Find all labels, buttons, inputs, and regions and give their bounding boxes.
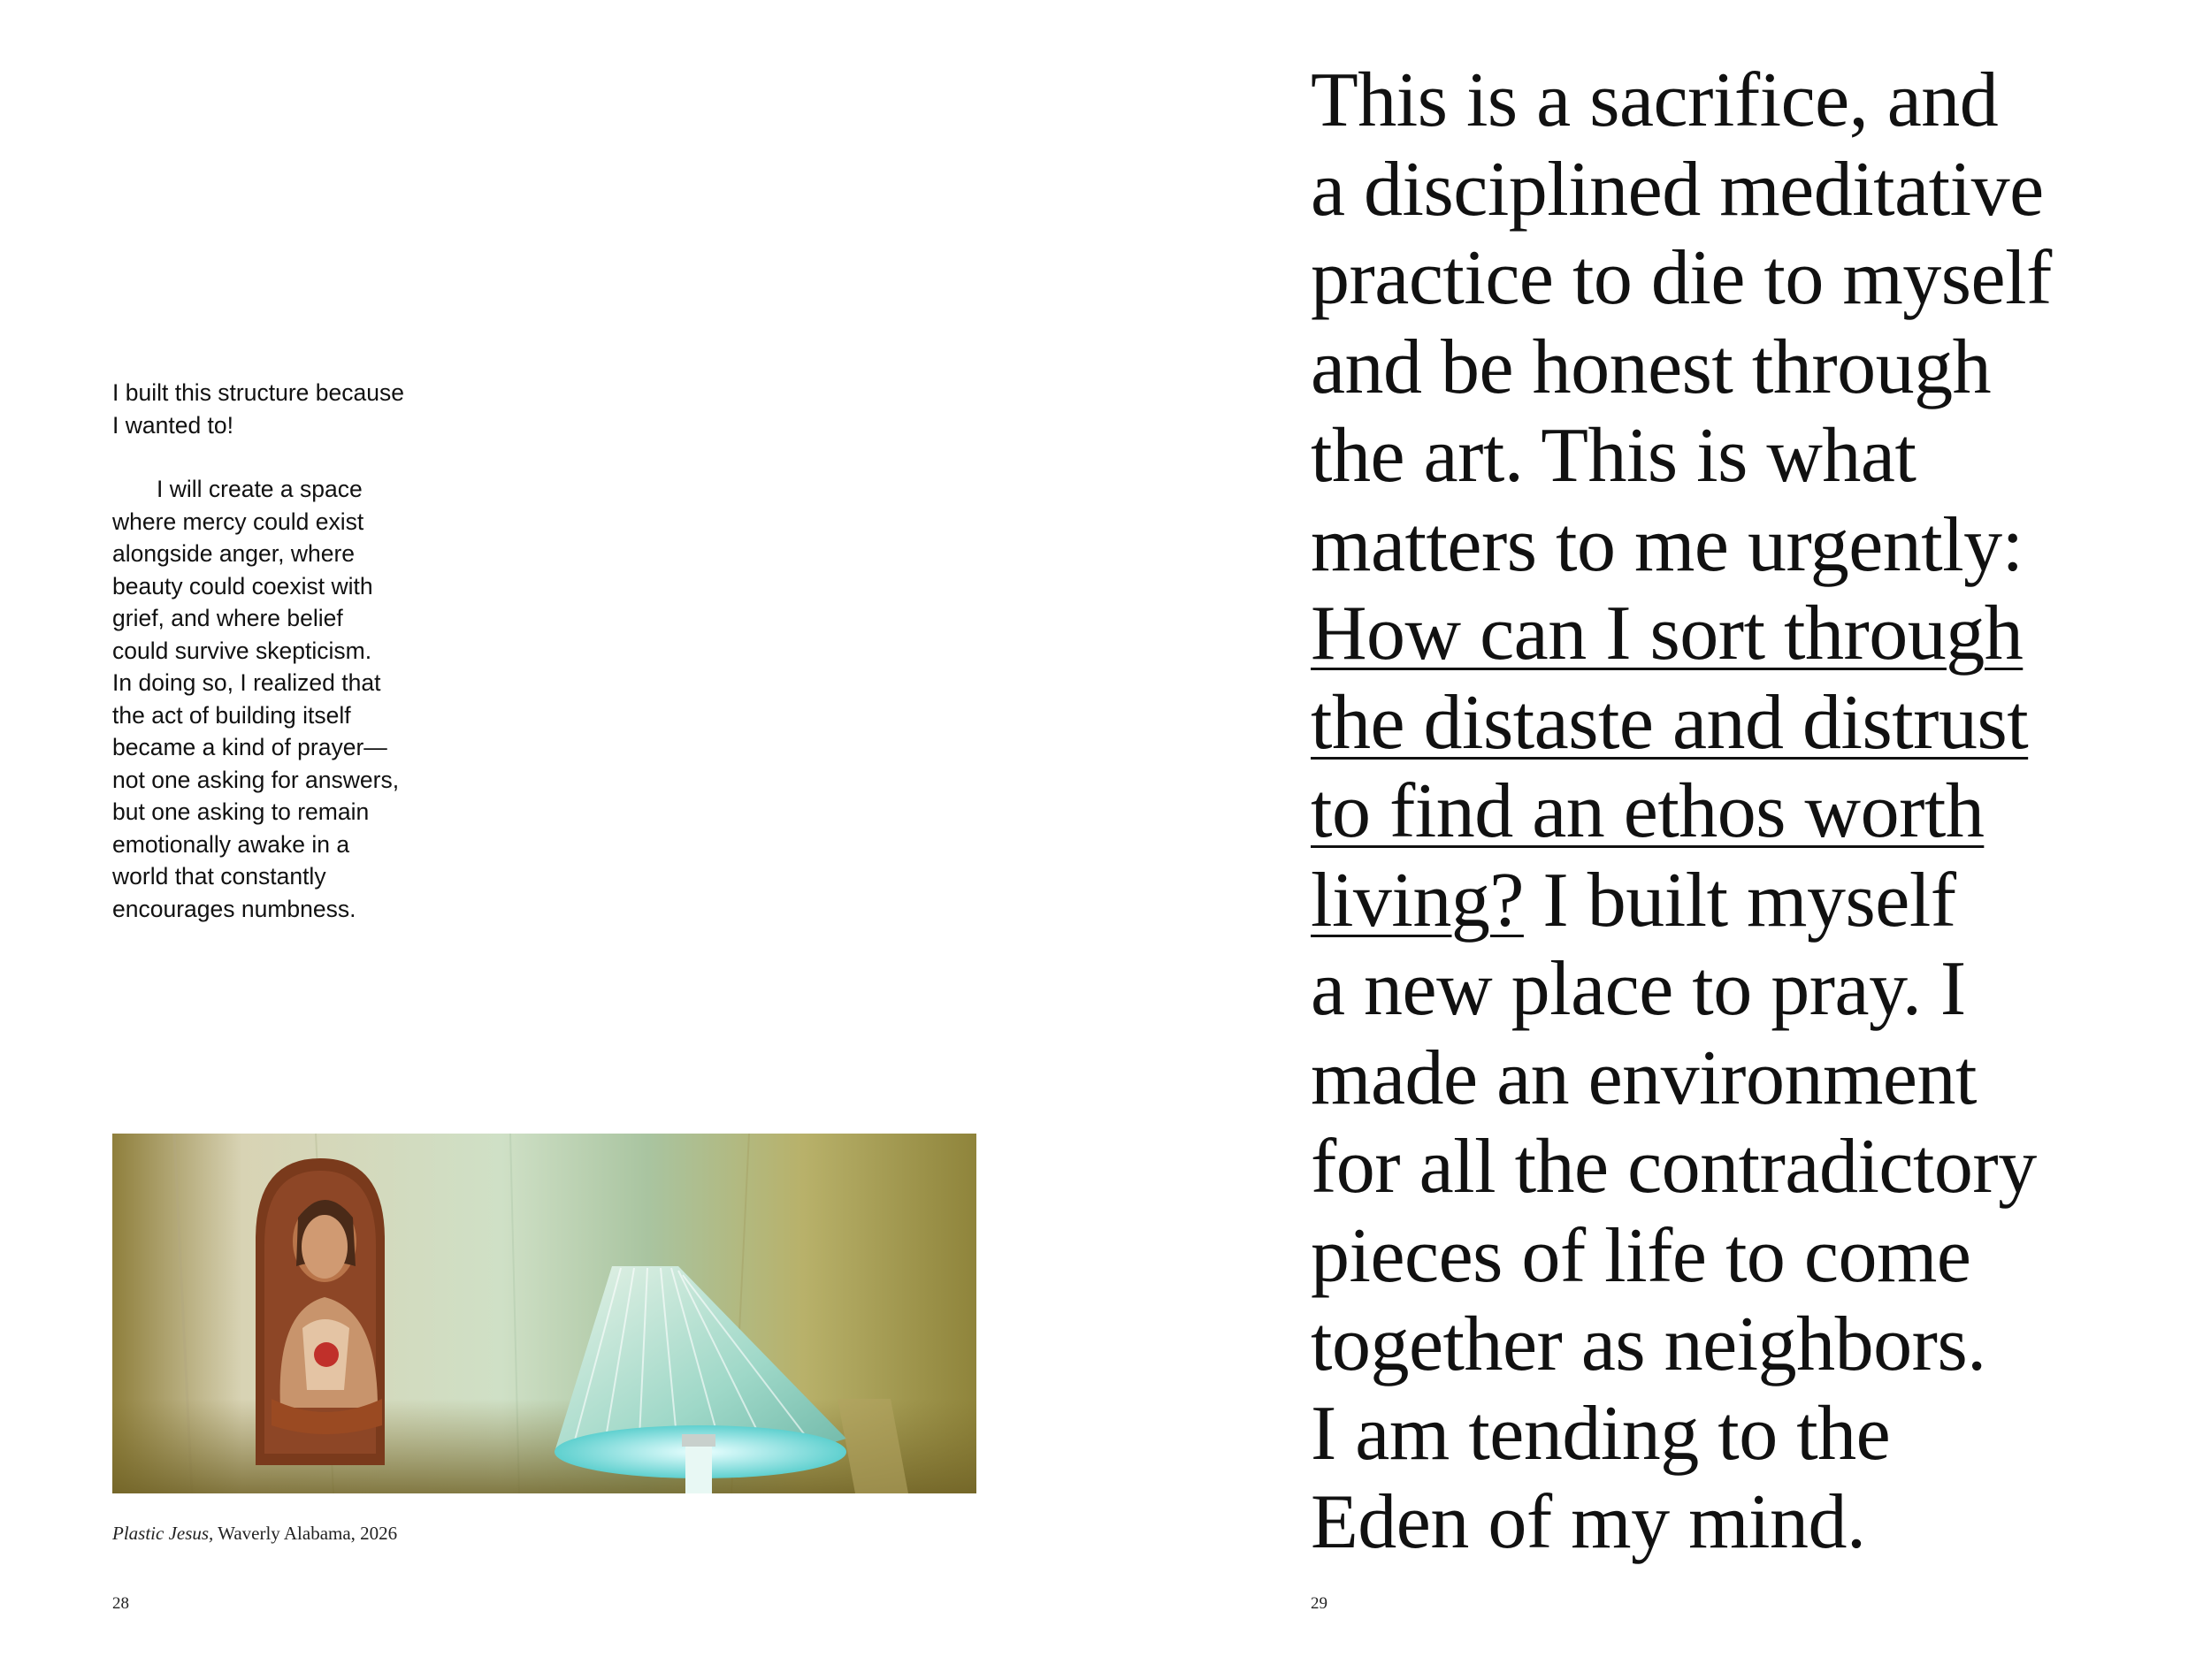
underlined-text: How can I sort through [1311, 591, 2024, 676]
body-paragraph: I will create a space where mercy could exist alongside anger, where beauty could coexist with grief, and where belief could survive skepticism. [112, 476, 373, 664]
statement-line: Eden of my mind. [1311, 1479, 1866, 1565]
statement-line: I am tending to the [1311, 1390, 1891, 1477]
side-text [112, 377, 404, 925]
statement-text: I built myself [1523, 857, 1956, 943]
caption-title: Plastic Jesus, [112, 1523, 214, 1544]
intro-text: I built this structure because I wanted to! [112, 379, 404, 439]
statement-question-line [1311, 857, 2204, 946]
caption-details: Waverly Alabama, 2026 [213, 1523, 398, 1544]
photo-plastic-jesus [112, 1134, 976, 1493]
body-paragraph-2: In doing so, I realized that the act of building itself became a kind of prayer—not one asking for answers, but one asking to remain emotionally awake in a world that constantly encourages numbness. [112, 669, 400, 922]
photo-caption [112, 1523, 397, 1545]
statement-line: the art. This is what [1311, 413, 1916, 499]
statement-line: a new place to pray. I [1311, 946, 1966, 1032]
underlined-text: the distaste and distrust [1311, 679, 2029, 766]
statement-question-line [1311, 767, 2204, 857]
page-number-right: 29 [1311, 1594, 1327, 1613]
statement-line: for all the contradictory [1311, 1124, 2037, 1210]
statement-line: made an environment [1311, 1035, 1977, 1121]
statement-line: practice to die to myself [1311, 235, 2052, 321]
statement-line: a disciplined meditative [1311, 146, 2044, 233]
right-page [1106, 0, 2211, 1680]
underlined-text: living? [1311, 857, 1524, 943]
statement-question-line [1311, 679, 2204, 768]
statement-line: This is a sacrifice, and [1311, 57, 1999, 143]
statement-line: together as neighbors. [1311, 1302, 1986, 1387]
statement-line: matters to me urgently: [1311, 501, 2024, 588]
page-number-left: 28 [112, 1594, 129, 1613]
statement-line: pieces of life to come [1311, 1212, 1971, 1299]
statement-question-line [1311, 590, 2204, 679]
underlined-text: to find an ethos worth [1311, 768, 1985, 854]
statement-line: and be honest through [1311, 324, 1992, 410]
main-statement [1311, 57, 2204, 1568]
